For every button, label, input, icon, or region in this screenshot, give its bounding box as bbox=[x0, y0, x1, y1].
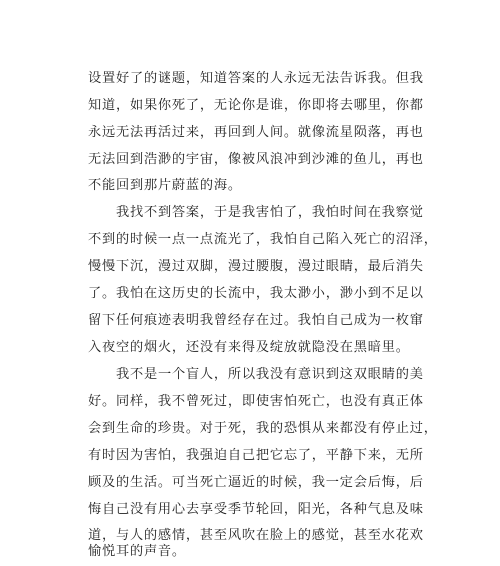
paragraph-3-line-8: 愉悦耳的声音。 bbox=[88, 544, 186, 559]
paragraph-3-line-4: 有时因为害怕，我强迫自己把它忘了，平静下来，无所 bbox=[88, 448, 424, 463]
paragraph-1-line-5: 不能回到那片蔚蓝的海。 bbox=[88, 178, 242, 193]
paragraph-1-line-2: 知道，如果你死了，无论你是谁，你即将去哪里，你都 bbox=[88, 98, 424, 113]
paragraph-2-line-5: 留下任何痕迹表明我曾经存在过。我怕自己成为一枚窜 bbox=[88, 313, 424, 328]
paragraph-2-line-3: 慢慢下沉，漫过双脚，漫过腰腹，漫过眼睛，最后消失 bbox=[88, 259, 424, 274]
paragraph-3-line-2: 好。同样，我不曾死过，即使害怕死亡，也没有真正体 bbox=[88, 394, 424, 409]
paragraph-3-line-7: 道，与人的感情，甚至风吹在脸上的感觉，甚至水花欢 bbox=[88, 528, 424, 543]
paragraph-3-line-5: 顾及的生活。可当死亡逼近的时候，我一定会后悔，后 bbox=[88, 475, 424, 490]
paragraph-2-line-2: 不到的时候一点一点流光了，我怕自己陷入死亡的沼泽， bbox=[88, 232, 438, 247]
paragraph-2-line-1: 我找不到答案，于是我害怕了，我怕时间在我察觉 bbox=[116, 205, 424, 220]
paragraph-3-line-6: 悔自己没有用心去享受季节轮回，阳光，各种气息及味 bbox=[88, 502, 424, 517]
paragraph-3-line-1: 我不是一个盲人，所以我没有意识到这双眼睛的美 bbox=[116, 367, 424, 382]
paragraph-1-line-3: 永远无法再活过来，再回到人间。就像流星陨落，再也 bbox=[88, 125, 424, 140]
paragraph-1-line-4: 无法回到浩渺的宇宙，像被风浪冲到沙滩的鱼儿，再也 bbox=[88, 152, 424, 167]
paragraph-1-line-1: 设置好了的谜题，知道答案的人永远无法告诉我。但我 bbox=[88, 71, 424, 86]
paragraph-2-line-6: 入夜空的烟火，还没有来得及绽放就隐没在黑暗里。 bbox=[88, 340, 410, 355]
paragraph-3-line-3: 会到生命的珍贵。对于死，我的恐惧从来都没有停止过， bbox=[88, 421, 438, 436]
paragraph-2-line-4: 了。我怕在这历史的长流中，我太渺小，渺小到不足以 bbox=[88, 286, 424, 301]
